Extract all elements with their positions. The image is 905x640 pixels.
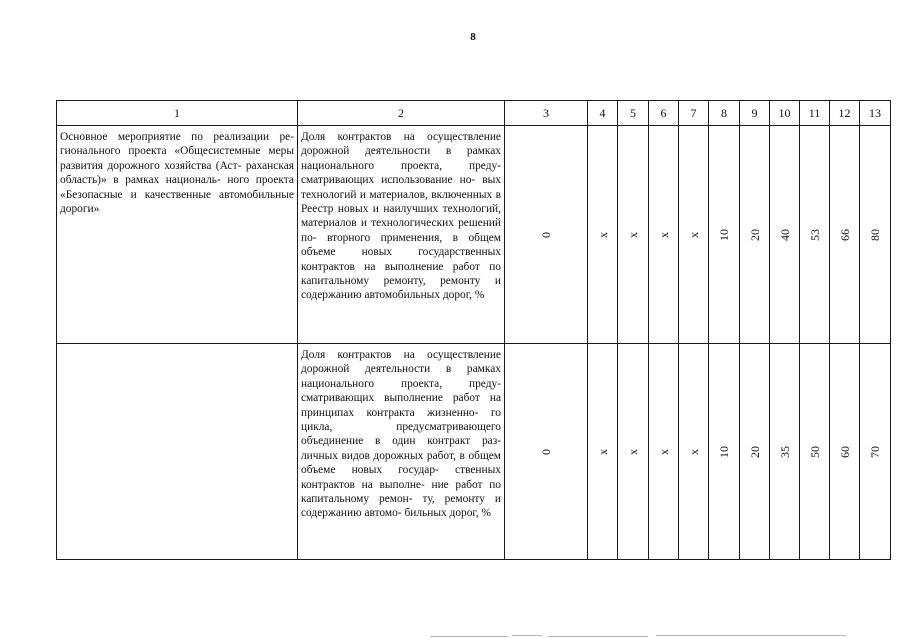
value-cell-col-10: [770, 344, 800, 560]
value-cell-col-5: [618, 126, 649, 344]
column-number-6: 6: [649, 101, 679, 126]
value-text: 66: [837, 228, 852, 241]
event-text-line: Основное мероприятие по реализации ре-: [60, 131, 294, 143]
value-text: 20: [747, 445, 762, 458]
value-cell-col-8: [709, 344, 740, 560]
value-text: 80: [867, 228, 882, 241]
indicator-text-line: сматривающих использование но-: [301, 174, 476, 187]
indicator-text-line: бильных дорог, %: [404, 507, 491, 520]
event-cell: [57, 126, 298, 344]
value-cell-col-7: [679, 344, 709, 560]
indicator-text-line: ние работ по капитальному ремон-: [301, 478, 501, 506]
indicator-text-line: национального проекта, преду-: [301, 159, 501, 172]
value-cell-col-11: [800, 126, 830, 344]
value-text: 0: [538, 231, 553, 238]
value-cell-col-4: [588, 344, 618, 560]
table-row: [57, 344, 891, 560]
value-text: x: [595, 231, 610, 238]
event-cell: [57, 344, 298, 560]
indicator-text-line: на принципах контракта жизненно-: [301, 392, 501, 419]
column-number-12: 12: [830, 101, 860, 126]
value-text: x: [656, 231, 671, 238]
indicator-text-line: сматривающих выполнение работ: [301, 392, 480, 405]
scan-artifact-line: [656, 635, 846, 636]
column-number-13: 13: [860, 101, 891, 126]
page-number: 8: [470, 31, 476, 43]
indicator-text-line: общем объеме новых государ-: [301, 449, 501, 477]
value-cell-col-10: [770, 126, 800, 344]
value-text: 35: [777, 445, 792, 458]
value-text: 0: [538, 448, 553, 455]
value-cell-col-3: [505, 126, 588, 344]
value-text: 53: [807, 228, 822, 241]
value-cell-col-11: [800, 344, 830, 560]
value-text: 60: [837, 445, 852, 458]
indicator-text-line: Доля контрактов на осуществление: [301, 349, 501, 361]
value-cell-col-12: [830, 344, 860, 560]
indicator-text-line: го цикла, предусматривающего: [301, 406, 501, 434]
event-text-line: гионального проекта «Общесистемные: [60, 145, 261, 158]
indicator-text-line: объединение в один контракт раз-: [301, 435, 501, 448]
column-number-11: 11: [800, 101, 830, 126]
indicator-cell: [298, 344, 505, 560]
value-text: 10: [716, 228, 731, 241]
value-cell-col-6: [649, 126, 679, 344]
column-number-10: 10: [770, 101, 800, 126]
value-text: x: [625, 231, 640, 238]
value-cell-col-13: [860, 126, 891, 344]
column-number-4: 4: [588, 101, 618, 126]
value-text: 20: [747, 228, 762, 241]
indicator-text-line: контрактов на выполнение работ по: [301, 260, 501, 273]
event-text-line: раханская область)» в рамках националь-: [60, 159, 294, 187]
value-text: x: [625, 448, 640, 455]
scan-artifact-line: [430, 636, 508, 637]
indicator-text-line: наилучших технологий, материалов: [301, 203, 501, 230]
value-cell-col-6: [649, 344, 679, 560]
value-text: x: [686, 448, 701, 455]
value-cell-col-9: [740, 126, 770, 344]
column-number-2: 2: [298, 101, 505, 126]
event-text-line: меры развития дорожного хозяйства (Аст-: [60, 145, 294, 172]
indicator-text-line: дорожной деятельности в рамках: [301, 363, 501, 376]
column-number-3: 3: [505, 101, 588, 126]
scan-artifact-line: [512, 635, 542, 636]
column-number-1: 1: [57, 101, 298, 126]
indicator-text-line: включенных в Реестр новых и: [301, 188, 501, 216]
indicator-text-line: ственных контрактов на выполне-: [301, 464, 501, 491]
column-number-5: 5: [618, 101, 649, 126]
value-text: x: [686, 231, 701, 238]
value-text: 70: [867, 445, 882, 458]
value-text: x: [656, 448, 671, 455]
value-cell-col-5: [618, 344, 649, 560]
indicators-table: [56, 100, 891, 560]
indicator-text-line: объеме новых государственных: [301, 246, 501, 259]
indicator-text-line: и технологических решений по-: [301, 217, 501, 244]
table-header-row: [57, 101, 891, 126]
value-text: 40: [777, 228, 792, 241]
column-number-7: 7: [679, 101, 709, 126]
value-text: 50: [807, 445, 822, 458]
value-cell-col-13: [860, 344, 891, 560]
value-cell-col-3: [505, 344, 588, 560]
indicator-cell: [298, 126, 505, 344]
column-number-8: 8: [709, 101, 740, 126]
indicator-text-line: вторного применения, в общем: [327, 231, 501, 244]
indicator-text-line: Доля контрактов на осуществление: [301, 131, 501, 143]
column-number-9: 9: [740, 101, 770, 126]
value-text: 10: [716, 445, 731, 458]
value-text: x: [595, 448, 610, 455]
indicator-text-line: национального проекта, преду-: [301, 377, 501, 390]
indicator-text-line: %: [474, 289, 485, 302]
indicator-text-line: содержанию автомобильных дорог,: [301, 289, 472, 302]
event-text-line: ного проекта «Безопасные и качественные: [60, 174, 294, 201]
event-text-line: автомобильные дороги»: [60, 188, 294, 216]
scan-artifact-line: [548, 636, 648, 637]
indicator-text-line: капитальному ремонту, ремонту и: [301, 275, 501, 288]
table-row: [57, 126, 891, 344]
value-cell-col-4: [588, 126, 618, 344]
indicator-text-line: дорожной деятельности в рамках: [301, 145, 501, 158]
indicator-text-line: вых технологий и материалов,: [301, 174, 501, 201]
value-cell-col-12: [830, 126, 860, 344]
indicator-text-line: личных видов дорожных работ, в: [301, 449, 465, 462]
value-cell-col-7: [679, 126, 709, 344]
indicator-text-line: ту, ремонту и содержанию автомо-: [301, 493, 501, 520]
value-cell-col-8: [709, 126, 740, 344]
value-cell-col-9: [740, 344, 770, 560]
